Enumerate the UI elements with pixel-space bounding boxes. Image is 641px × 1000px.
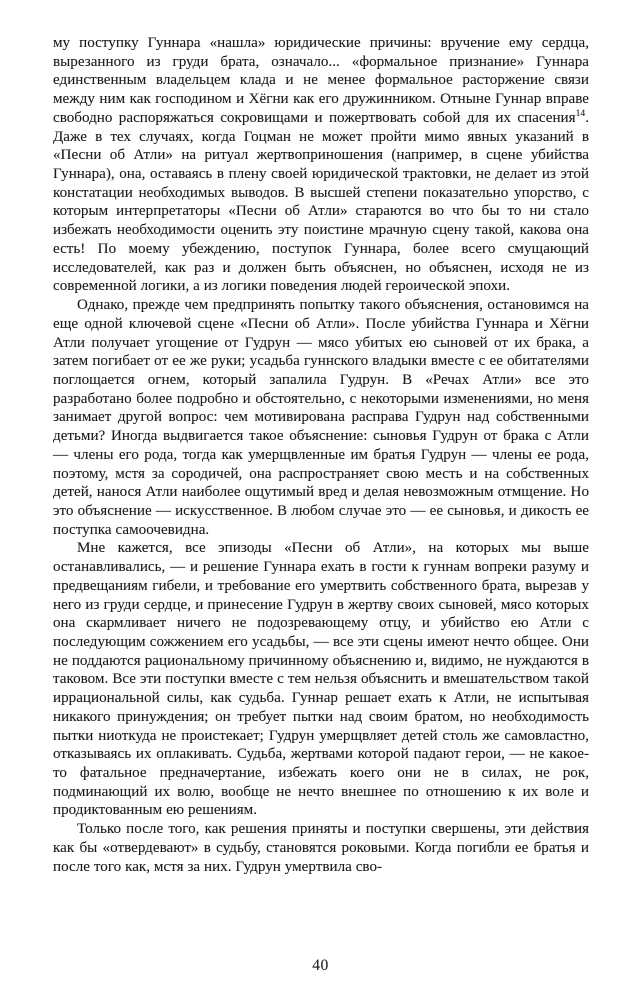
paragraph-2: Однако, прежде чем предпринять попытку такого объяснения, остановимся на еще одной ключевой сцене «Песни об Атли». После убийства Гуннара и Хёгни Атли получает угощение от Гудрун — мясо убитых ею сыновей от их брака, а затем погибает от ее же руки; усадьба гуннского владыки вместе с ее обитателями поглощается огнем, который запалила Гудрун. В «Речах Атли» все это разработано более подробно и обстоятельно, с некоторыми изменениями, но меня занимает другой вопрос: чем мотивирована расправа Гудрун над собственными детьми? Иногда выдвигается такое объяснение: сыновья Гудрун от брака с Атли — члены его рода, тогда как умерщвленные им братья Гудрун — члены ее рода, поэтому, мстя за сородичей, она распространяет свою месть и на собственных детей, нанося Атли наиболее ощутимый вред и делая невозможным отмщение. Но это объяснение — искусственное. В любом случае это — ее сыновья, и дикость ее поступка самоочевидна. (53, 297, 589, 538)
paragraph-1 (53, 34, 589, 296)
page-text-column (53, 34, 589, 876)
paragraph-4: Только после того, как решения приняты и поступки свершены, эти действия как бы «отвердевают» в судьбу, становятся роковыми. Когда погибли ее братья и после того как, мстя за них. Гудрун умертвила сво- (53, 821, 589, 875)
footnote-marker-14[interactable]: 14 (575, 107, 586, 119)
paragraph-1-text-before-footnote: му поступку Гуннара «нашла» юридические причины: вручение ему сердца, вырезанного из груди брата, означало... «формальное признание» Гуннара единственным владельцем клада и не менее формальное расторжение связи между ним как господином и Хёгни как его дружинником. Отныне Гуннар вправе свободно распоряжаться сокровищами и пожертвовать собой для их спасения (53, 35, 589, 126)
page-number: 40 (312, 957, 329, 974)
paragraph-1-text-after-footnote: . Даже в тех случаях, когда Гоцман не может пройти мимо явных указаний в «Песни об Атли» на ритуал жертвоприношения (например, в сцене убийства Гуннара), она, оставаясь в плену своей юридической трактовки, не делает из этой констатации необходимых выводов. В высшей степени показательно упорство, с которым интерпретаторы «Песни об Атли» стараются во что бы то ни стало избежать необходимости оценить эту поистине мрачную сцену такой, какова она есть! По моему убеждению, поступок Гуннара, более всего смущающий исследователей, как раз и должен быть объяснен, но объяснен, исходя не из современной логики, а из логики поведения людей героической эпохи. (53, 109, 589, 295)
paragraph-3: Мне кажется, все эпизоды «Песни об Атли», на которых мы выше останавливались, — и решение Гуннара ехать в гости к гуннам вопреки разуму и предвещаниям гибели, и требование его умертвить собственного брата, вырезав у него из груди сердце, и принесение Гудрун в жертву своих сыновей, мясо которых она скармливает ничего не подозревающему отцу, и убийство ею Атли с последующим сожжением его усадьбы, — все эти сцены имеют нечто общее. Они не поддаются рациональному причинному объяснению и, видимо, не нуждаются в таковом. Все эти поступки вместе с тем нельзя объяснить и вмешательством такой иррациональной силы, как судьба. Гуннар решает ехать к Атли, не испытывая никакого принуждения; он требует пытки над своим братом, но необходимость пытки ниоткуда не проистекает; Гудрун умерщвляет детей столь же самовластно, отказываясь их оплакивать. Судьба, жертвами которой падают герои, — не какое-то фатальное предначертание, избежать коего они не в силах, не рок, подминающий их волю, вообще не нечто внешнее по отношению к их воле и продиктованным ею решениям. (53, 540, 589, 819)
